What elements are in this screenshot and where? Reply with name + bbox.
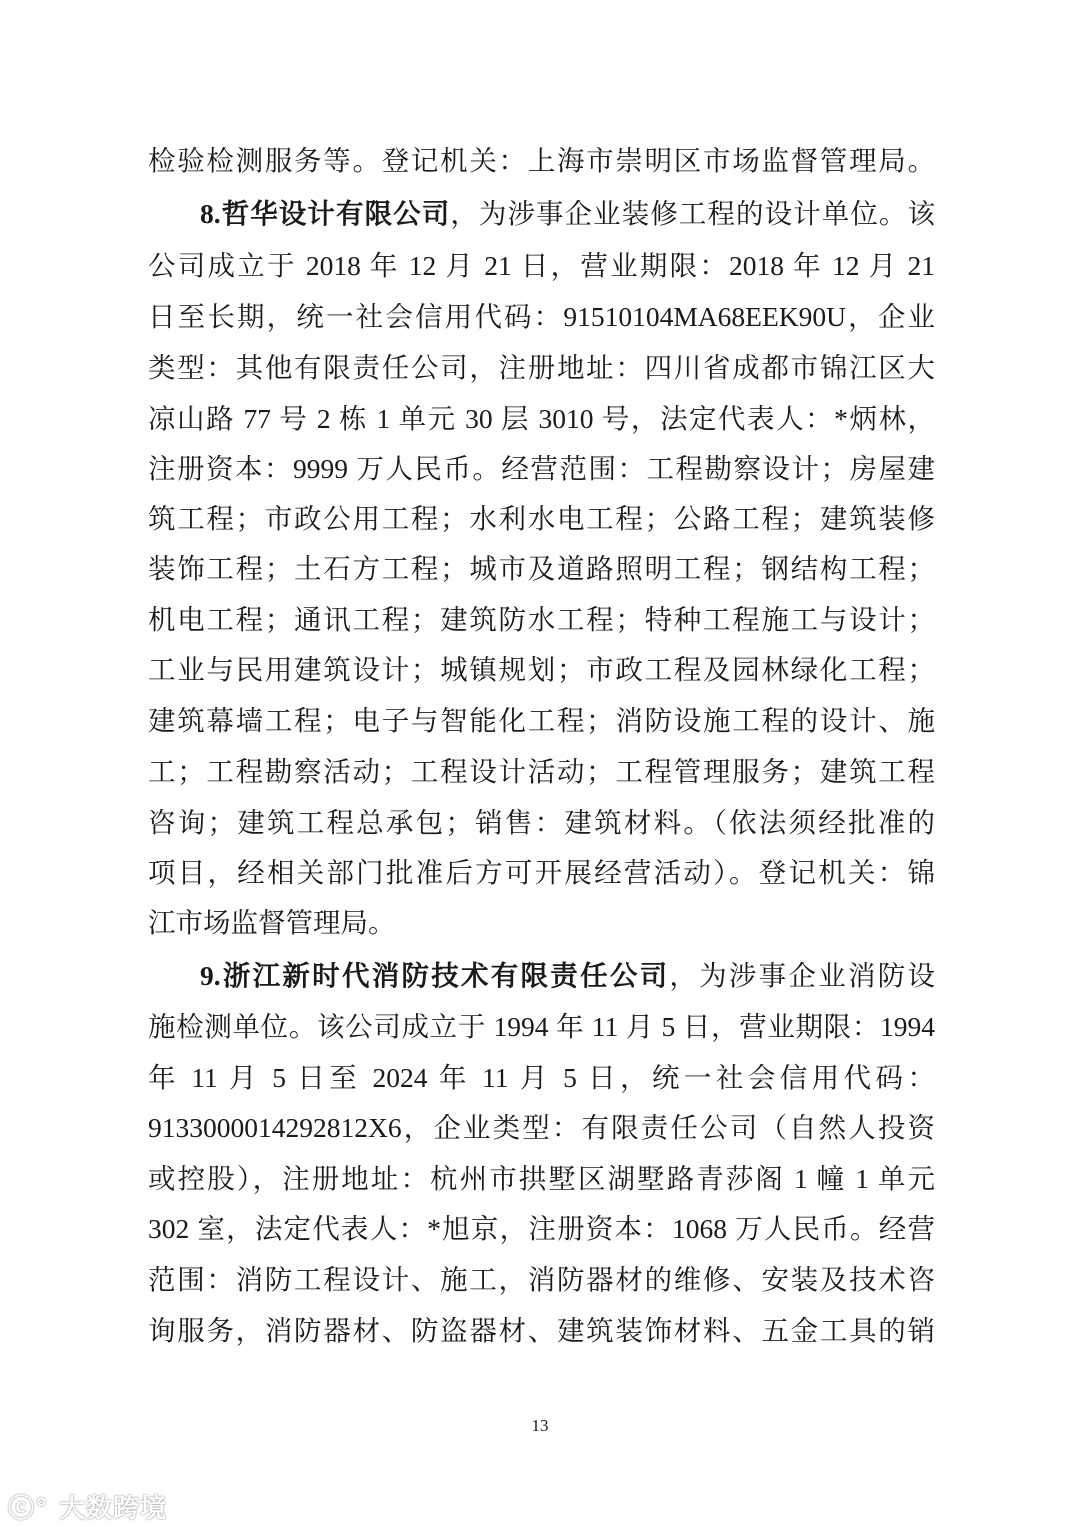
text-line	[148, 755, 935, 789]
text-line	[148, 144, 935, 178]
text-line	[148, 502, 935, 536]
text-line	[148, 351, 935, 385]
line-text: 工；工程勘察活动；工程设计活动；工程管理服务；建筑工程	[148, 756, 935, 787]
line-text: 装饰工程；土石方工程；城市及道路照明工程；钢结构工程；	[148, 553, 935, 584]
line-text: 或控股），注册地址：杭州市拱墅区湖墅路青莎阁 1 幢 1 单元	[148, 1163, 935, 1194]
line-text: 建筑幕墙工程；电子与智能化工程；消防设施工程的设计、施	[148, 705, 935, 736]
company-heading: 8.哲华设计有限公司	[200, 198, 451, 229]
text-line	[148, 452, 935, 486]
text-line	[148, 402, 935, 436]
line-text: 施检测单位。该公司成立于 1994 年 11 月 5 日，营业期限：1994	[148, 1011, 935, 1042]
text-line	[200, 197, 935, 231]
watermark-text: 大数跨境	[59, 1494, 168, 1524]
page-number: 13	[531, 1416, 549, 1435]
text-line	[148, 300, 935, 334]
text-line	[200, 959, 935, 993]
text-line	[148, 1061, 935, 1095]
line-text: 机电工程；通讯工程；建筑防水工程；特种工程施工与设计；	[148, 604, 935, 635]
line-text: 范围：消防工程设计、施工，消防器材的维修、安装及技术咨	[148, 1264, 935, 1295]
line-text: 9133000014292812X6，企业类型：有限责任公司（自然人投资	[148, 1112, 935, 1143]
company-heading: 9.浙江新时代消防技术有限责任公司	[200, 960, 670, 991]
text-line	[148, 906, 935, 940]
line-text: 凉山路 77 号 2 栋 1 单元 30 层 3010 号，法定代表人：*炳林，	[148, 403, 935, 434]
text-line	[148, 856, 935, 890]
text-line	[148, 603, 935, 637]
text-line	[148, 1111, 935, 1145]
line-text: 项目，经相关部门批准后方可开展经营活动）。登记机关：锦	[148, 857, 935, 888]
line-text: 咨询；建筑工程总承包；销售：建筑材料。（依法须经批准的	[148, 807, 935, 838]
watermark-logo	[8, 1488, 167, 1525]
line-text: 工业与民用建筑设计；城镇规划；市政工程及园林绿化工程；	[148, 654, 935, 685]
line-text: 年 11 月 5 日至 2024 年 11 月 5 日，统一社会信用代码：	[148, 1062, 935, 1093]
line-text: 公司成立于 2018 年 12 月 21 日，营业期限：2018 年 12 月 21	[148, 250, 935, 281]
line-text: 302 室，法定代表人：*旭京，注册资本：1068 万人民币。经营	[148, 1213, 935, 1244]
line-text: ，为涉事企业消防设	[669, 960, 935, 991]
line-text: 注册资本：9999 万人民币。经营范围：工程勘察设计；房屋建	[148, 453, 935, 484]
text-line	[148, 552, 935, 586]
line-text: 检验检测服务等。登记机关：上海市崇明区市场监督管理局。	[148, 145, 935, 176]
text-line	[148, 1212, 935, 1246]
text-line	[148, 249, 935, 283]
line-text: 江市场监督管理局。	[148, 907, 396, 938]
text-line	[148, 1010, 935, 1044]
text-line	[148, 1314, 935, 1348]
text-line	[148, 806, 935, 840]
line-text: 筑工程；市政公用工程；水利水电工程；公路工程；建筑装修	[148, 503, 935, 534]
watermark-mark-icon: ⓒ°	[8, 1494, 50, 1524]
text-line	[148, 1162, 935, 1196]
line-text: 类型：其他有限责任公司，注册地址：四川省成都市锦江区大	[148, 352, 935, 383]
line-text: 询服务，消防器材、防盗器材、建筑装饰材料、五金工具的销	[148, 1315, 935, 1346]
line-text: 日至长期，统一社会信用代码：91510104MA68EEK90U，企业	[148, 301, 935, 332]
text-line	[148, 653, 935, 687]
text-line	[148, 1263, 935, 1297]
text-line	[148, 704, 935, 738]
line-text: ，为涉事企业装修工程的设计单位。该	[450, 198, 936, 229]
